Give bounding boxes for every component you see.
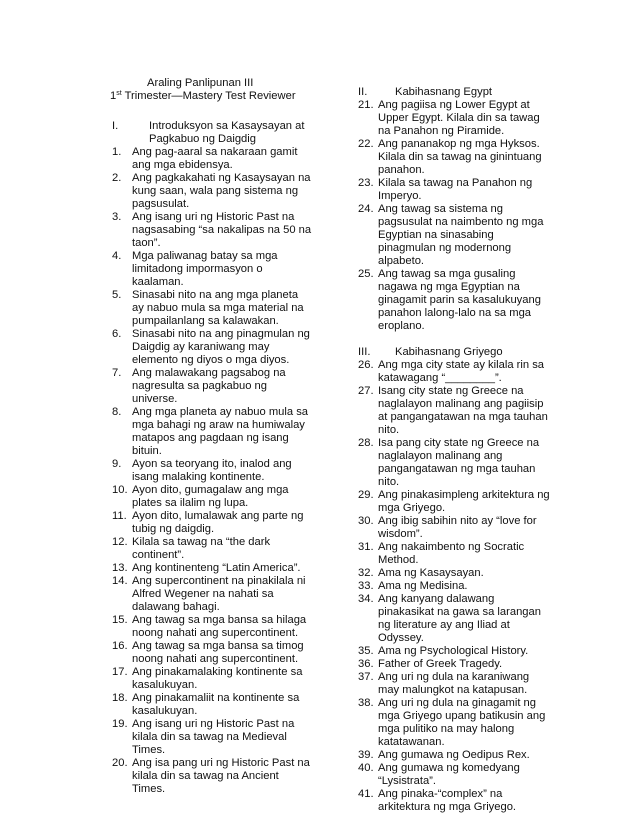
question-number: 13. — [112, 562, 128, 574]
question-text: Ang gumawa ng komedyang “Lysistrata”. — [378, 762, 520, 787]
question-text: Father of Greek Tragedy. — [378, 658, 503, 670]
section-gap — [358, 333, 550, 346]
question-item — [112, 484, 312, 510]
question-item — [112, 666, 312, 692]
question-item — [112, 289, 312, 328]
question-item — [358, 203, 550, 268]
question-number: 24. — [358, 203, 374, 215]
question-text: Ang pinakamaliit na kontinente sa kasalukuyan. — [132, 692, 300, 717]
question-text: Ayon dito, lumalawak ang parte ng tubig ng daigdig. — [132, 510, 304, 535]
question-text: Ang mga planeta ay nabuo mula sa mga bahagi ng araw na humiwalay matapos ang pagdaan ng isang bituin. — [132, 406, 309, 457]
question-item — [112, 406, 312, 458]
question-text: Ang kanyang dalawang pinakasikat na gawa sa larangan ng literature ay ang Iliad at Odyssey. — [378, 593, 541, 644]
question-item — [112, 536, 312, 562]
question-number: 14. — [112, 575, 128, 587]
question-item — [358, 437, 550, 489]
question-text: Ang ibig sabihin nito ay “love for wisdom”. — [378, 515, 537, 540]
question-item — [358, 99, 550, 138]
section-title: Introduksyon sa Kasaysayan at Pagkabuo ng Daigdig — [149, 120, 305, 145]
section-title: Kabihasnang Egypt — [395, 86, 493, 98]
question-text: Isa pang city state ng Greece na naglalayon malinang ang pangangatawan ng mga tauhan nito. — [378, 437, 540, 488]
question-text: Mga paliwanag batay sa mga limitadong impormasyon o kaalaman. — [132, 250, 278, 288]
question-item — [358, 645, 550, 658]
question-text: Ang nakaimbento ng Socratic Method. — [378, 541, 525, 566]
question-number: 1. — [112, 146, 122, 158]
question-number: 5. — [112, 289, 122, 301]
question-number: 27. — [358, 385, 374, 397]
question-item — [358, 177, 550, 203]
question-number: 25. — [358, 268, 374, 280]
question-number: 39. — [358, 749, 374, 761]
question-text: Ang uri ng dula na karaniwang may malungkot na katapusan. — [378, 671, 530, 696]
question-text: Ayon sa teoryang ito, inalod ang isang malaking kontinente. — [132, 458, 292, 483]
question-text: Isang city state ng Greece na naglalayon malinang ang pagiisip at pangangatawan na mga tauhan nito. — [378, 385, 548, 436]
question-text: Kilala sa tawag na Panahon ng Imperyo. — [378, 177, 533, 202]
question-text: Ang malawakang pagsabog na nagresulta sa pagkabuo ng universe. — [132, 367, 286, 405]
question-text: Ang isa pang uri ng Historic Past na kilala din sa tawag na Ancient Times. — [132, 757, 310, 795]
question-text: Ang gumawa ng Oedipus Rex. — [378, 749, 530, 761]
question-number: 6. — [112, 328, 122, 340]
question-text: Ang pinaka-“complex” na arkitektura ng mga Griyego. — [378, 788, 517, 813]
question-item — [358, 788, 550, 814]
question-item — [358, 567, 550, 580]
question-item — [112, 718, 312, 757]
question-number: 34. — [358, 593, 374, 605]
section-heading — [112, 120, 312, 146]
question-text: Ang uri ng dula na ginagamit ng mga Griyego upang batikusin ang mga pulitiko na may halong katatawanan. — [378, 697, 546, 748]
question-text: Ang tawag sa mga bansa sa timog noong nahati ang supercontinent. — [132, 640, 304, 665]
question-item — [358, 658, 550, 671]
question-item — [112, 250, 312, 289]
question-item — [112, 510, 312, 536]
subject-title: Araling Panlipunan III — [147, 77, 254, 89]
question-number: 17. — [112, 666, 128, 678]
question-number: 10. — [112, 484, 128, 496]
question-number: 23. — [358, 177, 374, 189]
question-item — [358, 541, 550, 567]
question-number: 12. — [112, 536, 128, 548]
question-number: 8. — [112, 406, 122, 418]
question-number: 36. — [358, 658, 374, 670]
question-item — [112, 575, 312, 614]
question-text: Ayon dito, gumagalaw ang mga plates sa ilalim ng lupa. — [132, 484, 289, 509]
question-number: 21. — [358, 99, 374, 111]
section-heading — [358, 86, 550, 99]
question-number: 37. — [358, 671, 374, 683]
question-item — [358, 749, 550, 762]
question-text: Ama ng Medisina. — [378, 580, 468, 592]
question-item — [112, 367, 312, 406]
question-list — [358, 359, 550, 814]
question-number: 41. — [358, 788, 374, 800]
question-number: 30. — [358, 515, 374, 527]
question-text: Ang pagkakahati ng Kasaysayan na kung saan, wala pang sistema ng pagsusulat. — [132, 172, 311, 210]
question-number: 32. — [358, 567, 374, 579]
question-item — [112, 172, 312, 211]
section-number: III. — [358, 346, 371, 358]
question-item — [358, 385, 550, 437]
question-number: 28. — [358, 437, 374, 449]
question-item — [112, 692, 312, 718]
question-item — [112, 562, 312, 575]
question-text: Ang tawag sa mga gusaling nagawa ng mga Egyptian na ginagamit parin sa kasalukuyang panahon lalong-lalo na sa mga eroplano. — [378, 268, 541, 332]
question-text: Sinasabi nito na ang mga planeta ay nabuo mula sa mga material na pumpailanlang sa kalawakan. — [132, 289, 304, 327]
question-number: 9. — [112, 458, 122, 470]
question-item — [112, 211, 312, 250]
trimester-number: 1 — [110, 90, 117, 102]
question-number: 15. — [112, 614, 128, 626]
question-item — [358, 489, 550, 515]
left-column — [112, 120, 312, 796]
question-text: Ang isang uri ng Historic Past na kilala din sa tawag na Medieval Times. — [132, 718, 295, 756]
document-title — [110, 77, 310, 103]
question-item — [112, 458, 312, 484]
question-number: 2. — [112, 172, 122, 184]
question-item — [358, 697, 550, 749]
question-item — [112, 328, 312, 367]
question-list — [358, 99, 550, 333]
question-number: 19. — [112, 718, 128, 730]
question-number: 40. — [358, 762, 374, 774]
question-item — [358, 268, 550, 333]
question-text: Ang pinakamalaking kontinente sa kasalukuyan. — [132, 666, 303, 691]
ordinal-suffix: st — [116, 90, 122, 97]
right-column — [358, 86, 550, 814]
question-text: Ama ng Psychological History. — [378, 645, 529, 657]
question-text: Ang isang uri ng Historic Past na nagsasabing “sa nakalipas na 50 na taon”. — [132, 211, 312, 249]
section-number: II. — [358, 86, 368, 98]
question-item — [358, 580, 550, 593]
question-item — [112, 640, 312, 666]
reviewer-title-text: Trimester—Mastery Test Reviewer — [121, 90, 296, 102]
question-number: 29. — [358, 489, 374, 501]
section-title: Kabihasnang Griyego — [395, 346, 503, 358]
question-number: 16. — [112, 640, 128, 652]
question-list — [112, 146, 312, 796]
question-number: 33. — [358, 580, 374, 592]
question-text: Ang tawag sa sistema ng pagsusulat na naimbento ng mga Egyptian na sinasabing pinagmulan ng modernong alpabeto. — [378, 203, 544, 267]
question-text: Ang kontinenteng “Latin America”. — [132, 562, 301, 574]
question-text: Ang tawag sa mga bansa sa hilaga noong nahati ang supercontinent. — [132, 614, 307, 639]
question-text: Ang pananakop ng mga Hyksos. Kilala din sa tawag na ginintuang panahon. — [378, 138, 542, 176]
question-text: Sinasabi nito na ang pinagmulan ng Daigdig ay karaniwang may elemento ng diyos o mga diyos. — [132, 328, 310, 366]
question-item — [358, 593, 550, 645]
section-number: I. — [112, 120, 119, 132]
question-number: 22. — [358, 138, 374, 150]
question-text: Ama ng Kasaysayan. — [378, 567, 484, 579]
question-number: 38. — [358, 697, 374, 709]
question-number: 18. — [112, 692, 128, 704]
question-item — [112, 757, 312, 796]
question-text: Ang mga city state ay kilala rin sa katawagang “________”. — [378, 359, 545, 384]
question-item — [112, 146, 312, 172]
question-number: 3. — [112, 211, 122, 223]
question-number: 7. — [112, 367, 122, 379]
question-item — [358, 515, 550, 541]
question-number: 26. — [358, 359, 374, 371]
question-item — [358, 671, 550, 697]
question-item — [112, 614, 312, 640]
question-text: Ang pagiisa ng Lower Egypt at Upper Egypt. Kilala din sa tawag na Panahon ng Piramide. — [378, 99, 540, 137]
question-number: 4. — [112, 250, 122, 262]
question-item — [358, 359, 550, 385]
question-text: Kilala sa tawag na “the dark continent”. — [132, 536, 271, 561]
question-item — [358, 138, 550, 177]
question-item — [358, 762, 550, 788]
question-text: Ang supercontinent na pinakilala ni Alfred Wegener na nahati sa dalawang bahagi. — [132, 575, 306, 613]
question-number: 11. — [112, 510, 127, 522]
reviewer-title — [110, 90, 310, 103]
question-number: 20. — [112, 757, 128, 769]
question-text: Ang pinakasimpleng arkitektura ng mga Griyego. — [378, 489, 550, 514]
question-number: 35. — [358, 645, 374, 657]
section-heading — [358, 346, 550, 359]
question-number: 31. — [358, 541, 374, 553]
question-text: Ang pag-aaral sa nakaraan gamit ang mga ebidensya. — [132, 146, 298, 171]
